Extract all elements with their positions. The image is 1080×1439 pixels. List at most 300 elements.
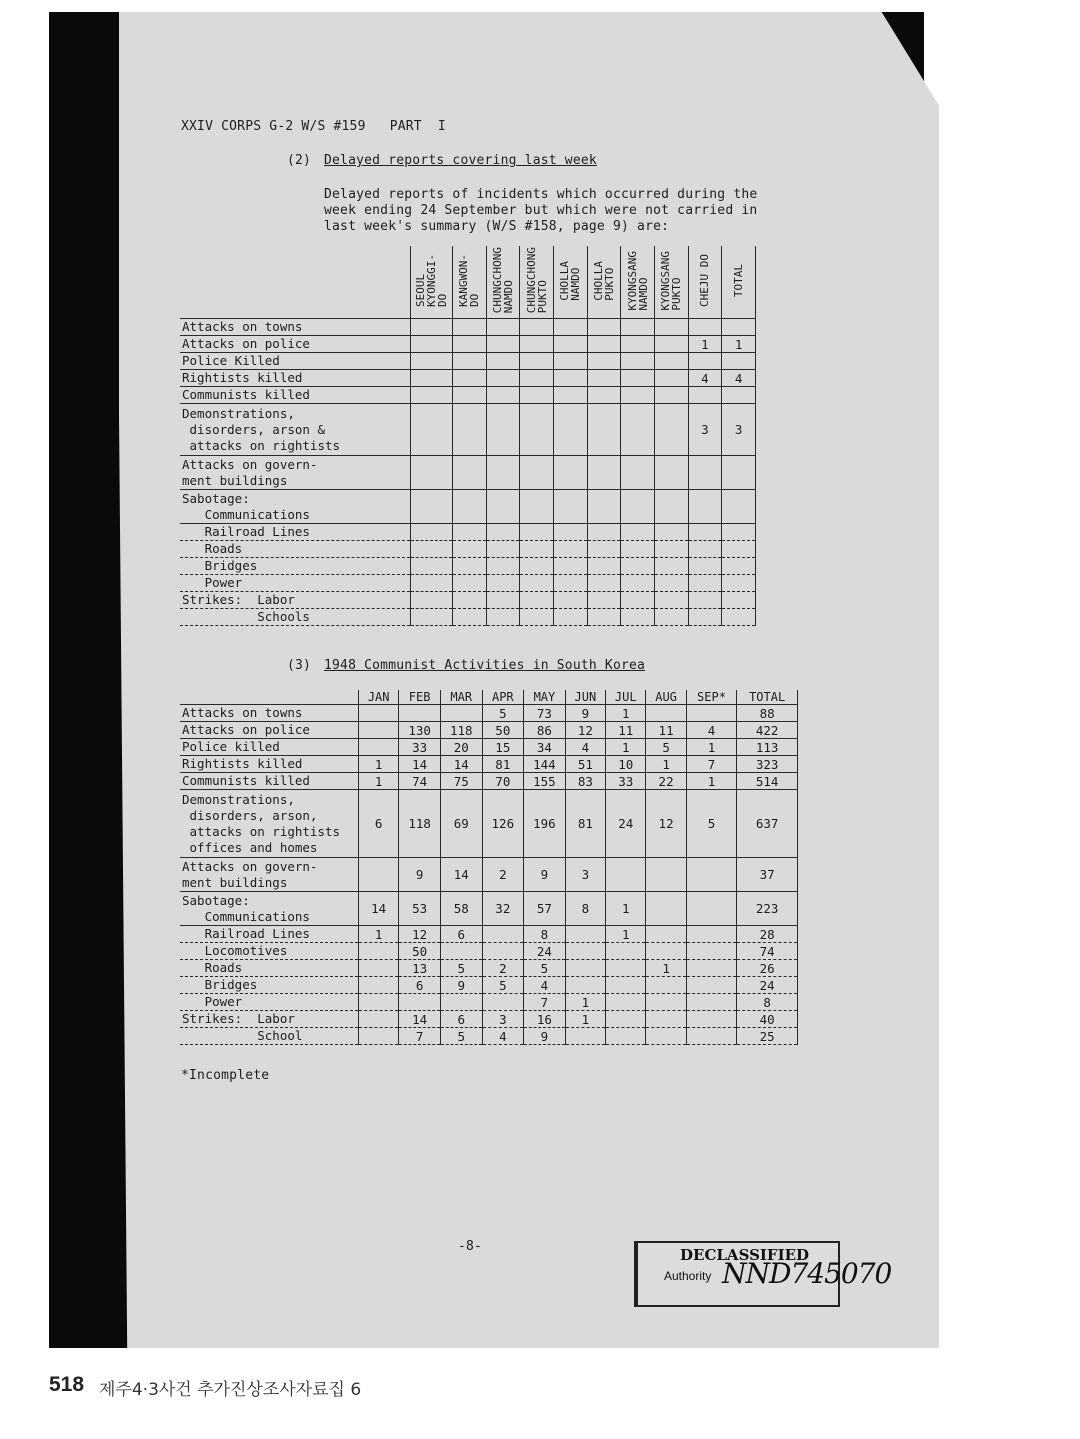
table-cell: 81 (482, 756, 524, 773)
stamp-authority-value: NND745070 (722, 1257, 892, 1290)
table-cell (686, 705, 737, 722)
table-cell (486, 319, 520, 336)
column-header (486, 246, 520, 319)
table-cell (520, 575, 554, 592)
table-cell (587, 592, 621, 609)
table-cell (486, 370, 520, 387)
row-label: Rightists killed (180, 756, 359, 773)
table-cell (410, 370, 452, 387)
table-row (180, 739, 798, 756)
declassified-stamp (634, 1241, 892, 1307)
table-cell: 10 (606, 756, 646, 773)
table-cell: 155 (524, 773, 566, 790)
table-cell (553, 353, 587, 370)
table-cell: 14 (440, 858, 482, 892)
row-label: Bridges (180, 558, 410, 575)
table-cell: 12 (646, 790, 686, 858)
table-cell: 33 (606, 773, 646, 790)
table-cell: 34 (524, 739, 566, 756)
table-cell (410, 592, 452, 609)
table-cell (646, 1028, 686, 1045)
table-cell: 37 (737, 858, 798, 892)
table-cell: 5 (440, 960, 482, 977)
table-cell: 1 (646, 960, 686, 977)
table-cell: 3 (722, 404, 756, 456)
table-cell (410, 558, 452, 575)
table-cell (606, 1011, 646, 1028)
table-cell: 1 (606, 739, 646, 756)
table-cell: 24 (606, 790, 646, 858)
row-label: Strikes: Labor (180, 1011, 359, 1028)
table-cell (359, 1028, 399, 1045)
table-cell: 81 (565, 790, 605, 858)
table-cell: 4 (565, 739, 605, 756)
table-cell: 4 (482, 1028, 524, 1045)
table-cell: 9 (399, 858, 441, 892)
table-cell: 73 (524, 705, 566, 722)
table-cell (452, 319, 486, 336)
table-cell (486, 404, 520, 456)
table-cell: 422 (737, 722, 798, 739)
row-label: Demonstrations, disorders, arson, attacks on rightists offices and homes (180, 790, 359, 858)
table-cell (621, 456, 655, 490)
table-cell: 25 (737, 1028, 798, 1045)
table-cell: 3 (688, 404, 722, 456)
table-cell (587, 490, 621, 524)
table-row (180, 541, 756, 558)
table-cell (359, 994, 399, 1011)
table-row (180, 1028, 798, 1045)
table-cell: 323 (737, 756, 798, 773)
table-cell: 14 (399, 756, 441, 773)
row-label: Demonstrations, disorders, arson & attacks on rightists (180, 404, 410, 456)
column-header (654, 246, 688, 319)
table-row (180, 977, 798, 994)
table-cell: 6 (399, 977, 441, 994)
table-cell: 33 (399, 739, 441, 756)
table-cell (359, 705, 399, 722)
table-cell (654, 592, 688, 609)
table-cell (587, 558, 621, 575)
table-cell (686, 977, 737, 994)
column-header (410, 246, 452, 319)
table-cell (452, 336, 486, 353)
table-cell (646, 705, 686, 722)
table-row (180, 336, 756, 353)
communist-activities-table (180, 690, 798, 1045)
table-cell (486, 336, 520, 353)
table-cell: 75 (440, 773, 482, 790)
table-cell: 1 (359, 926, 399, 943)
table-cell: 9 (524, 858, 566, 892)
table-cell (486, 541, 520, 558)
table-cell: 88 (737, 705, 798, 722)
table-cell: 9 (524, 1028, 566, 1045)
table-cell (565, 977, 605, 994)
table-row (180, 722, 798, 739)
table-cell (482, 994, 524, 1011)
table-cell (410, 456, 452, 490)
table-cell (410, 524, 452, 541)
table-cell (399, 994, 441, 1011)
table-cell (452, 387, 486, 404)
section3-title: 1948 Communist Activities in South Korea (324, 658, 646, 673)
table-cell (722, 558, 756, 575)
table-cell (621, 404, 655, 456)
row-label: Communists killed (180, 387, 410, 404)
table-cell (520, 353, 554, 370)
table-cell (565, 1028, 605, 1045)
row-label: Attacks on police (180, 722, 359, 739)
row-label: Rightists killed (180, 370, 410, 387)
row-label: Attacks on govern- ment buildings (180, 858, 359, 892)
column-header-label: CHUNGCHONG PUKTO (524, 247, 549, 314)
table-cell (410, 541, 452, 558)
table-cell: 4 (688, 370, 722, 387)
row-label: Attacks on police (180, 336, 410, 353)
footnote: *Incomplete (181, 1068, 270, 1083)
table-cell: 16 (524, 1011, 566, 1028)
table-cell: 24 (737, 977, 798, 994)
table-cell: 7 (399, 1028, 441, 1045)
table-cell: 1 (686, 739, 737, 756)
table-cell (452, 575, 486, 592)
column-header-label: CHOLLA NAMDO (558, 260, 583, 301)
table-cell (722, 592, 756, 609)
table-cell (553, 490, 587, 524)
table-cell: 1 (686, 773, 737, 790)
table-cell (722, 353, 756, 370)
table-cell (587, 404, 621, 456)
table-cell (646, 994, 686, 1011)
table-row (180, 756, 798, 773)
table-cell (520, 558, 554, 575)
table-cell (452, 404, 486, 456)
row-label: Roads (180, 541, 410, 558)
table-cell: 6 (440, 926, 482, 943)
table-cell (410, 319, 452, 336)
table-cell (621, 353, 655, 370)
table-cell (722, 541, 756, 558)
document-header: XXIV CORPS G-2 W/S #159 PART I (181, 119, 446, 134)
table-cell (688, 490, 722, 524)
table-cell: 50 (399, 943, 441, 960)
row-label: Attacks on towns (180, 319, 410, 336)
header-blank-cell (180, 246, 410, 319)
table-cell: 6 (359, 790, 399, 858)
table-cell (553, 319, 587, 336)
table-cell (621, 319, 655, 336)
row-label: Attacks on towns (180, 705, 359, 722)
table-cell: 14 (440, 756, 482, 773)
table-row (180, 773, 798, 790)
table-cell (520, 319, 554, 336)
table-row (180, 404, 756, 456)
column-header: AUG (646, 690, 686, 705)
table-cell (688, 541, 722, 558)
table-cell (486, 456, 520, 490)
table-cell (486, 353, 520, 370)
table-cell (722, 575, 756, 592)
table-cell (688, 592, 722, 609)
table-cell (553, 592, 587, 609)
table-cell: 1 (722, 336, 756, 353)
table-cell (688, 575, 722, 592)
table-row (180, 558, 756, 575)
table-cell: 86 (524, 722, 566, 739)
table-cell (553, 456, 587, 490)
row-label: Police Killed (180, 353, 410, 370)
table-cell (520, 592, 554, 609)
table-cell: 57 (524, 892, 566, 926)
table-row (180, 960, 798, 977)
table-cell (722, 490, 756, 524)
table-cell (452, 353, 486, 370)
table-cell (722, 319, 756, 336)
table-row (180, 575, 756, 592)
table-cell: 2 (482, 858, 524, 892)
table-cell (520, 404, 554, 456)
table-cell (621, 609, 655, 626)
table-cell (621, 370, 655, 387)
table-cell (654, 353, 688, 370)
column-header: JAN (359, 690, 399, 705)
table-cell (359, 977, 399, 994)
table-cell (606, 977, 646, 994)
table-cell (359, 739, 399, 756)
table-cell (621, 558, 655, 575)
row-label: Police killed (180, 739, 359, 756)
table-cell: 5 (482, 705, 524, 722)
table-row (180, 370, 756, 387)
table-cell (587, 575, 621, 592)
table-cell: 69 (440, 790, 482, 858)
column-header-label: CHUNGCHONG NAMDO (490, 247, 515, 314)
table-cell: 4 (686, 722, 737, 739)
table-cell (359, 1011, 399, 1028)
column-header-label: KANGWON- DO (457, 254, 482, 307)
table-cell (688, 387, 722, 404)
table-cell (621, 592, 655, 609)
stamp-authority-label: Authority (664, 1269, 712, 1283)
table-cell: 130 (399, 722, 441, 739)
table-cell (587, 541, 621, 558)
table-cell (654, 490, 688, 524)
book-title: 제주4·3사건 추가진상조사자료집 6 (99, 1380, 362, 1400)
table-cell: 637 (737, 790, 798, 858)
table-cell (359, 960, 399, 977)
column-header: MAY (524, 690, 566, 705)
table-cell (646, 977, 686, 994)
table-cell (688, 524, 722, 541)
table-cell (686, 960, 737, 977)
table-row (180, 490, 756, 524)
section2-intro: Delayed reports of incidents which occurred during the week ending 24 September but which were not carried in last week's summary (W/S #158, page 9) are: (324, 187, 758, 234)
row-label: Locomotives (180, 943, 359, 960)
table-cell (686, 892, 737, 926)
table-cell (553, 370, 587, 387)
table-cell (553, 387, 587, 404)
book-page-number: 518 (49, 1373, 85, 1396)
table-cell (359, 943, 399, 960)
table-row (180, 943, 798, 960)
table-cell (646, 926, 686, 943)
table-cell: 12 (399, 926, 441, 943)
table-cell: 196 (524, 790, 566, 858)
column-header: TOTAL (737, 690, 798, 705)
table-cell (621, 387, 655, 404)
delayed-reports-table (180, 246, 756, 626)
table-cell: 4 (722, 370, 756, 387)
table-cell: 113 (737, 739, 798, 756)
table-cell: 83 (565, 773, 605, 790)
table-cell: 2 (482, 960, 524, 977)
table-cell (587, 336, 621, 353)
table-cell (359, 722, 399, 739)
table-cell (621, 524, 655, 541)
table-cell (520, 370, 554, 387)
row-label: Sabotage: Communications (180, 892, 359, 926)
stamp-declassified: DECLASSIFIED (680, 1246, 810, 1264)
table-cell (452, 609, 486, 626)
table-cell (452, 592, 486, 609)
table-cell: 5 (646, 739, 686, 756)
table-cell: 11 (606, 722, 646, 739)
table-cell (410, 490, 452, 524)
table-cell: 74 (399, 773, 441, 790)
table-cell (452, 541, 486, 558)
table-row (180, 1011, 798, 1028)
table-cell: 1 (359, 773, 399, 790)
table-cell (486, 609, 520, 626)
table-cell (520, 456, 554, 490)
table-cell (520, 524, 554, 541)
column-header: MAR (440, 690, 482, 705)
column-header (452, 246, 486, 319)
table-cell (686, 858, 737, 892)
table-row (180, 926, 798, 943)
row-label: Attacks on govern- ment buildings (180, 456, 410, 490)
column-header (722, 246, 756, 319)
table-cell (686, 1011, 737, 1028)
table-cell: 144 (524, 756, 566, 773)
table-cell (410, 353, 452, 370)
table-cell: 9 (565, 705, 605, 722)
table-cell (646, 858, 686, 892)
table-cell: 1 (359, 756, 399, 773)
table-cell: 20 (440, 739, 482, 756)
table-cell (621, 336, 655, 353)
table-cell: 22 (646, 773, 686, 790)
table-cell (410, 404, 452, 456)
row-label: Schools (180, 609, 410, 626)
table-cell (553, 541, 587, 558)
table-cell (654, 609, 688, 626)
row-label: Strikes: Labor (180, 592, 410, 609)
table-cell: 1 (606, 926, 646, 943)
table-row (180, 456, 756, 490)
table-cell: 3 (565, 858, 605, 892)
table-cell: 74 (737, 943, 798, 960)
table-cell: 4 (524, 977, 566, 994)
table-cell (452, 456, 486, 490)
table-cell (553, 404, 587, 456)
table-cell: 5 (686, 790, 737, 858)
column-header-label: KYONGSANG PUKTO (659, 250, 684, 311)
table-cell (606, 858, 646, 892)
table-cell (686, 1028, 737, 1045)
column-header-label: CHOLLA PUKTO (591, 260, 616, 301)
section2-number: (2) (287, 153, 312, 168)
table-row (180, 994, 798, 1011)
table-row (180, 319, 756, 336)
table-cell (553, 524, 587, 541)
table-cell (688, 456, 722, 490)
table-cell (520, 490, 554, 524)
table-cell (654, 456, 688, 490)
table-cell: 5 (524, 960, 566, 977)
table-cell (565, 926, 605, 943)
table-cell (646, 943, 686, 960)
table-cell: 50 (482, 722, 524, 739)
row-label: Sabotage: Communications (180, 490, 410, 524)
table-cell: 53 (399, 892, 441, 926)
table-cell (621, 490, 655, 524)
table-cell: 28 (737, 926, 798, 943)
table-header-row (180, 246, 756, 319)
row-label: Railroad Lines (180, 524, 410, 541)
table-cell (688, 353, 722, 370)
table-cell (565, 960, 605, 977)
table-cell (486, 575, 520, 592)
row-label: Power (180, 575, 410, 592)
table-cell (486, 558, 520, 575)
column-header: SEP* (686, 690, 737, 705)
table-cell (587, 387, 621, 404)
section2-title: Delayed reports covering last week (324, 153, 597, 168)
table-cell (452, 558, 486, 575)
table-cell (410, 575, 452, 592)
row-label: Roads (180, 960, 359, 977)
table-cell: 1 (688, 336, 722, 353)
table-cell (553, 609, 587, 626)
table-cell (410, 609, 452, 626)
table-row (180, 387, 756, 404)
table-cell (722, 387, 756, 404)
table-cell (646, 892, 686, 926)
column-header: FEB (399, 690, 441, 705)
page-number: -8- (458, 1239, 483, 1254)
row-label: Railroad Lines (180, 926, 359, 943)
table-cell: 14 (359, 892, 399, 926)
table-cell (520, 541, 554, 558)
table-cell: 5 (482, 977, 524, 994)
table-cell (482, 926, 524, 943)
table-cell: 24 (524, 943, 566, 960)
table-cell (440, 994, 482, 1011)
table-cell: 13 (399, 960, 441, 977)
column-header-label: CHEJU DO (698, 254, 712, 307)
column-header: JUN (565, 690, 605, 705)
table-row (180, 858, 798, 892)
table-row (180, 705, 798, 722)
column-header (587, 246, 621, 319)
table-cell (606, 994, 646, 1011)
row-label: Power (180, 994, 359, 1011)
column-header-label: TOTAL (732, 263, 746, 298)
table-cell (587, 319, 621, 336)
header-blank-cell (180, 690, 359, 705)
